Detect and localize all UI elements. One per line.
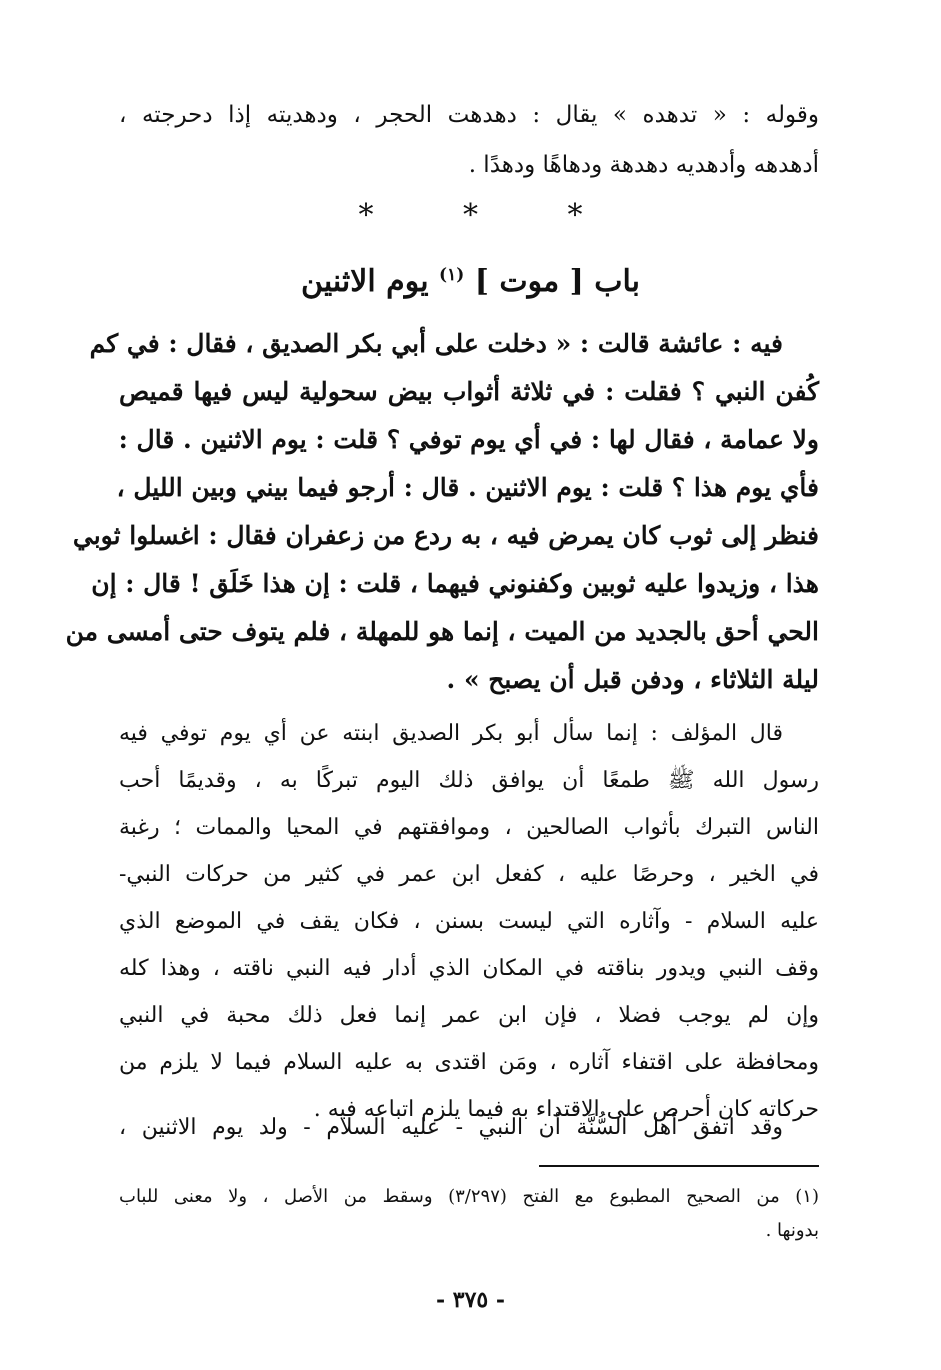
footnote-line: (١) من الصحيح المطبوع مع الفتح (٣/٢٩٧) وسقط من الأصل ، ولا معنى للباب <box>119 1186 819 1207</box>
footnote <box>119 1180 819 1248</box>
intro-paragraph <box>119 90 819 190</box>
star-icon: * <box>463 198 478 233</box>
footnote-ref: (١) <box>439 265 465 285</box>
commentary-paragraph <box>119 710 819 1133</box>
star-icon: * <box>358 198 374 233</box>
section-separator <box>0 196 941 236</box>
text-line: ولا عمامة ، فقال لها : في أي يوم توفي ؟ قلت : يوم الاثنين . قال : <box>118 425 819 454</box>
text-line: ومحافظة على اقتفاء آثاره ، ومَن اقتدى به عليه السلام فيما لا يلزم من <box>119 1050 819 1075</box>
closing-paragraph <box>119 1104 819 1151</box>
chapter-title-part2: يوم الاثنين <box>300 264 429 299</box>
text-line: فأي يوم هذا ؟ قلت : يوم الاثنين . قال : أرجو فيما بيني وبين الليل ، <box>116 473 819 502</box>
chapter-title-part1: باب [ موت ] <box>474 264 640 299</box>
text-line: وإن لم يوجب فضلا ، فإن ابن عمر إنما فعل ذلك محبة في النبي <box>119 1003 819 1028</box>
hadith-paragraph <box>65 320 819 704</box>
text-line: رسول الله ﷺ طمعًا أن يوافق ذلك اليوم تبركًا به ، وقديمًا أحب <box>119 768 819 793</box>
text-line: أدهدهه وأدهديه دهدهة ودهاهًا ودهدًا . <box>468 152 819 178</box>
text-line: في الخير ، وحرصًا عليه ، كفعل ابن عمر في كثير من حركات النبي- <box>119 862 819 887</box>
text-line: قال المؤلف : إنما سأل أبو بكر الصديق ابنته عن أي يوم توفي فيه <box>119 721 783 746</box>
text-line: وقد اتفق أهل السُّنَّة أن النبي - عليه السلام - ولد يوم الاثنين ، <box>119 1115 783 1140</box>
page-number: - ٣٧٥ - <box>435 1287 506 1313</box>
text-line: وقوله : « تدهده » يقال : دهدهت الحجر ، ودهديته إذا دحرجته ، <box>119 102 819 128</box>
text-line: عليه السلام - وآثاره التي ليست بسنن ، فكان يقف في الموضع الذي <box>119 909 819 934</box>
text-line: الحي أحق بالجديد من الميت ، إنما هو للمهلة ، فلم يتوف حتى أمسى من <box>65 617 819 646</box>
text-line: ليلة الثلاثاء ، ودفن قبل أن يصبح » . <box>446 665 819 694</box>
text-line: الناس التبرك بأثواب الصالحين ، وموافقتهم في المحيا والممات ؛ رغبة <box>119 815 819 840</box>
star-icon: * <box>567 198 583 233</box>
chapter-title <box>0 250 941 307</box>
footnote-line: بدونها . <box>765 1220 819 1241</box>
text-line: كُفن النبي ؟ فقلت : في ثلاثة أثواب بيض سحولية ليس فيها قميص <box>119 377 819 406</box>
text-line: فنظر إلى ثوب كان يمرض فيه ، به ردع من زعفران فقال : اغسلوا ثوبي <box>72 521 819 550</box>
text-line: حركاته كان أحرص على الاقتداء به فيما يلزم اتباعه فيه . <box>313 1097 819 1122</box>
footnote-divider <box>539 1165 819 1167</box>
text-line: وقف النبي ويدور بناقته في المكان الذي أدار فيه النبي ناقته ، وهذا كله <box>119 956 819 981</box>
text-line: هذا ، وزيدوا عليه ثوبين وكفنوني فيهما ، قلت : إن هذا خَلَق ! قال : إن <box>91 569 819 598</box>
text-line: فيه : عائشة قالت : « دخلت على أبي بكر الصديق ، فقال : في كم <box>89 329 783 358</box>
